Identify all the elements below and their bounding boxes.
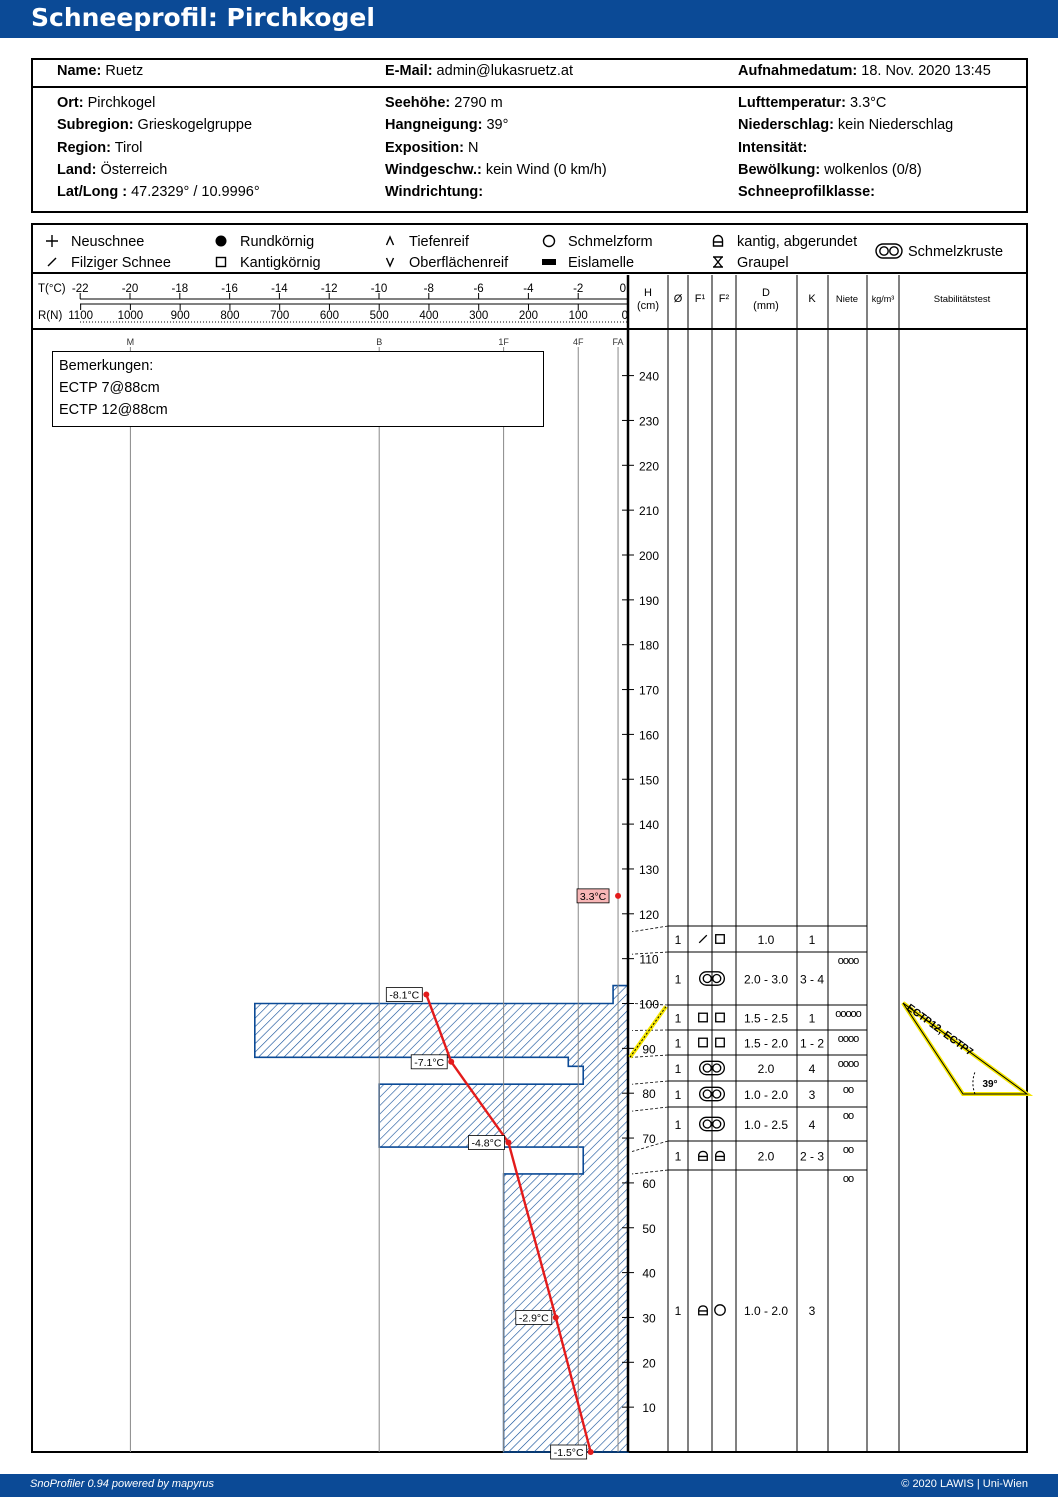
hardness-label-4F: 4F xyxy=(572,337,584,347)
info-col2-1-label: Hangneigung: xyxy=(385,117,483,134)
height-tick-label: 130 xyxy=(638,862,660,877)
info-col2-2-label: Exposition: xyxy=(385,139,464,156)
grain-plus-icon xyxy=(46,235,58,247)
info-col1-0-value: Pirchkogel xyxy=(83,95,156,111)
layer-connector xyxy=(632,926,668,932)
layer-row xyxy=(632,1004,867,1026)
height-tick-label: 60 xyxy=(642,1176,656,1191)
table-header-density: kg/m³ xyxy=(871,294,895,304)
hardness-label-M: M xyxy=(126,337,135,347)
height-tick-label: 190 xyxy=(638,593,660,608)
layer-d: 1.0 - 2.0 xyxy=(743,1304,789,1318)
layer-niete: oooo xyxy=(837,955,859,967)
grain-disc-icon xyxy=(216,236,227,247)
layer-d: 1.0 - 2.0 xyxy=(743,1088,789,1102)
layer-row xyxy=(632,1141,867,1164)
legend-label-rounded-angular: kantig, abgerundet xyxy=(737,234,858,250)
height-tick-label: 100 xyxy=(638,997,660,1012)
slope-angle-label: 39° xyxy=(982,1079,998,1090)
grain-melt-crust-icon-a xyxy=(703,975,711,983)
temperature-point xyxy=(588,1449,594,1455)
layer-connector xyxy=(632,1170,668,1174)
info-row1-1-label: E-Mail: xyxy=(385,63,433,79)
layer-k: 3 xyxy=(808,1304,816,1318)
table-header-f1: F¹ xyxy=(694,293,706,305)
info-col3-3-value: wolkenlos (0/8) xyxy=(820,161,922,178)
info-col2-3-label: Windgeschw.: xyxy=(385,161,482,178)
legend-item-disc xyxy=(216,234,315,250)
hardness-label-B: B xyxy=(376,337,383,347)
temp-tick-label: -16 xyxy=(221,283,238,295)
ram-tick-label: 900 xyxy=(170,310,190,322)
layer-d: 2.0 - 3.0 xyxy=(743,972,789,987)
grain-circle-icon xyxy=(544,236,555,247)
temperature-point xyxy=(553,1314,559,1320)
layer-o: 1 xyxy=(674,1062,682,1076)
temperature-point xyxy=(423,992,429,998)
remarks-line-1: ECTP 7@88cm xyxy=(59,380,160,396)
height-tick-label: 20 xyxy=(642,1356,656,1371)
legend-label-graupel: Graupel xyxy=(737,255,789,271)
ram-tick-label: 700 xyxy=(270,310,290,322)
layer-niete: oo xyxy=(842,1144,854,1156)
legend-label-caret: Tiefenreif xyxy=(409,234,469,250)
layer-niete: ooooo xyxy=(835,1008,861,1020)
height-tick-label: 160 xyxy=(638,728,660,743)
legend-label-circle: Schmelzform xyxy=(568,234,653,250)
height-tick-label: 10 xyxy=(642,1401,656,1416)
grain-square-icon xyxy=(699,1013,708,1022)
table-header-d: D xyxy=(762,287,770,299)
layer-d: 2.0 xyxy=(757,1149,775,1164)
layer-row xyxy=(632,926,867,947)
info-col1-3-label: Land: xyxy=(57,161,97,178)
footer-left: SnoProfiler 0.94 powered by mapyrus xyxy=(30,1478,215,1490)
height-tick-label: 140 xyxy=(638,818,660,833)
layer-o: 1 xyxy=(674,1304,682,1318)
table-header-f2: F² xyxy=(718,293,730,305)
temp-tick-label: -20 xyxy=(121,283,139,295)
info-col3-1-value: kein Niederschlag xyxy=(833,117,954,134)
grain-vee-icon xyxy=(387,258,394,266)
temp-tick-label: -18 xyxy=(171,283,189,295)
grain-square-icon xyxy=(716,935,725,944)
layer-o: 1 xyxy=(674,1036,682,1051)
info-row1-2-label: Aufnahmedatum: xyxy=(738,63,858,79)
height-tick-label: 70 xyxy=(642,1132,656,1147)
ram-tick-label: 200 xyxy=(518,310,539,322)
hardness-label-1F: 1F xyxy=(498,337,509,347)
layer-o: 1 xyxy=(674,972,682,987)
grain-caret-icon xyxy=(387,237,394,245)
legend-label-disc: Rundkörnig xyxy=(240,234,315,250)
table-header-h: H xyxy=(644,287,652,299)
grain-melt-crust-icon-b xyxy=(713,975,721,983)
remarks-title: Bemerkungen: xyxy=(59,358,154,374)
grain-square-icon xyxy=(699,1038,708,1047)
height-tick-label: 220 xyxy=(638,459,660,474)
stability-test-label: ECTP12, ECTP7 xyxy=(904,1001,976,1059)
height-tick-label: 230 xyxy=(638,414,660,429)
grain-bar-icon xyxy=(542,259,556,265)
legend-label-bar: Eislamelle xyxy=(568,255,635,271)
legend-item-slash xyxy=(48,255,171,271)
legend-item-circle xyxy=(544,234,653,250)
legend-label-plus: Neuschnee xyxy=(71,234,145,250)
temp-tick-label: -6 xyxy=(473,283,484,295)
layer-d: 1.0 xyxy=(757,933,775,947)
grain-melt-crust-icon-b xyxy=(713,1120,721,1128)
ram-axis-label: R(N) xyxy=(38,310,63,322)
ram-tick-label: 400 xyxy=(419,310,439,322)
height-tick-label: 110 xyxy=(639,952,659,967)
layer-niete: oo xyxy=(842,1110,854,1122)
remarks-line-2: ECTP 12@88cm xyxy=(59,402,168,418)
info-col3-2-label: Intensität: xyxy=(738,139,808,156)
grain-square-icon xyxy=(217,258,226,267)
layer-row xyxy=(632,1107,867,1132)
ram-tick-label: 100 xyxy=(568,310,588,322)
grain-melt-crust-icon-b xyxy=(713,1064,721,1072)
ram-tick-label: 300 xyxy=(469,310,489,322)
layer-k: 2 - 3 xyxy=(799,1149,825,1164)
height-tick-label: 40 xyxy=(642,1266,656,1281)
height-tick-label: 120 xyxy=(638,907,660,922)
info-row1-2-value: 18. Nov. 2020 13:45 xyxy=(857,63,991,79)
grain-melt-crust-icon-a xyxy=(703,1090,711,1098)
legend-label-melt-crust: Schmelzkruste xyxy=(908,244,1004,260)
table-header-o: Ø xyxy=(673,293,683,305)
info-col1-2-label: Region: xyxy=(57,139,111,156)
layer-row xyxy=(632,1055,867,1076)
info-col3-0-label: Lufttemperatur: xyxy=(738,95,846,111)
layer-niete: oo xyxy=(842,1173,854,1185)
temp-tick-label: 0 xyxy=(619,283,626,295)
legend-label-slash: Filziger Schnee xyxy=(71,255,171,271)
layer-k: 1 - 2 xyxy=(799,1036,825,1051)
layer-row xyxy=(632,1030,867,1051)
ram-tick-label: 600 xyxy=(319,310,340,322)
grain-rounded-angular-icon xyxy=(714,236,723,247)
grain-melt-crust-icon-a xyxy=(880,247,888,255)
layer-niete: oo xyxy=(842,1084,854,1096)
info-col1-4-value: 47.2329° / 10.9996° xyxy=(127,184,260,201)
layer-d: 1.5 - 2.0 xyxy=(743,1036,789,1051)
info-col3-3-label: Bewölkung: xyxy=(738,161,821,178)
grain-rounded-angular-icon xyxy=(716,1151,725,1160)
air-temperature-point xyxy=(615,893,621,899)
temp-tick-label: -14 xyxy=(271,283,288,295)
info-col2-0-value: 2790 m xyxy=(450,95,503,111)
layer-niete: oooo xyxy=(837,1058,859,1070)
layer-connector xyxy=(632,1081,668,1084)
grain-slash-icon xyxy=(699,935,707,943)
info-col2-4-label: Windrichtung: xyxy=(385,184,484,201)
layer-connector xyxy=(632,1107,668,1111)
ram-tick-label: 0 xyxy=(621,310,628,322)
info-row1-0-value: Ruetz xyxy=(101,63,144,79)
grain-slash-icon xyxy=(48,258,56,266)
height-tick-label: 90 xyxy=(642,1042,656,1057)
layer-o: 1 xyxy=(674,933,682,947)
height-tick-label: 50 xyxy=(642,1221,656,1236)
layer-row xyxy=(632,1170,867,1318)
temperature-label: -8.1°C xyxy=(389,989,420,1002)
layer-k: 4 xyxy=(808,1118,816,1132)
temp-tick-label: -12 xyxy=(320,283,338,295)
temperature-point xyxy=(505,1140,511,1146)
ram-tick-label: 500 xyxy=(369,310,389,322)
grain-melt-crust-icon-b xyxy=(890,247,898,255)
grain-melt-crust-icon-a xyxy=(703,1120,711,1128)
layer-d: 1.5 - 2.5 xyxy=(743,1011,789,1026)
info-col3-1-label: Niederschlag: xyxy=(738,117,834,134)
info-col3-0-value: 3.3°C xyxy=(845,95,887,111)
ram-tick-label: 800 xyxy=(220,310,240,322)
table-header-stab: Stabilitätstest xyxy=(933,294,991,305)
grain-melt-crust-icon-b xyxy=(713,1090,721,1098)
legend-item-caret xyxy=(387,234,470,250)
ram-tick-label: 1100 xyxy=(68,310,94,322)
info-col1-1-value: Grieskogelgruppe xyxy=(133,117,253,134)
table-header-niete: Niete xyxy=(835,294,859,305)
layer-o: 1 xyxy=(674,1011,682,1026)
info-col1-4-label: Lat/Long : xyxy=(57,184,128,201)
info-col2-2-value: N xyxy=(463,139,479,156)
legend-item-square xyxy=(217,255,321,271)
layer-k: 3 - 4 xyxy=(799,972,825,987)
hardness-label-FA: FA xyxy=(612,337,624,347)
info-col1-0-label: Ort: xyxy=(57,95,84,111)
ram-tick-label: 1000 xyxy=(117,310,144,322)
legend-item-vee xyxy=(387,255,510,271)
legend-item-plus xyxy=(46,234,144,250)
temp-tick-label: -4 xyxy=(523,283,534,295)
height-tick-label: 210 xyxy=(638,504,660,519)
grain-circle-icon xyxy=(715,1305,725,1315)
info-col1-2-value: Tirol xyxy=(110,139,143,156)
grain-square-icon xyxy=(716,1038,725,1047)
layer-o: 1 xyxy=(674,1088,682,1102)
legend-item-melt-crust xyxy=(876,244,1003,260)
layer-k: 1 xyxy=(808,933,816,947)
temp-axis-label: T(°C) xyxy=(38,283,66,295)
temperature-label: -2.9°C xyxy=(518,1312,549,1325)
info-col3-4-label: Schneeprofilklasse: xyxy=(738,184,875,201)
air-temperature-label: 3.3°C xyxy=(579,890,607,903)
info-row1-1-value: admin@lukasruetz.at xyxy=(432,63,573,79)
temp-tick-label: -10 xyxy=(370,283,388,295)
info-col2-3-value: kein Wind (0 km/h) xyxy=(481,161,607,178)
slope-angle-arc xyxy=(973,1072,975,1094)
temperature-label: -7.1°C xyxy=(414,1056,445,1069)
temperature-label: -4.8°C xyxy=(471,1137,502,1150)
layer-k: 4 xyxy=(808,1062,816,1076)
temp-tick-label: -22 xyxy=(71,283,89,295)
temp-tick-label: -8 xyxy=(423,283,434,295)
layer-d: 1.0 - 2.5 xyxy=(743,1118,789,1132)
layer-o: 1 xyxy=(674,1118,682,1132)
legend-item-rounded-angular xyxy=(714,234,858,250)
table-header-d_unit: (mm) xyxy=(753,300,779,312)
legend-item-graupel xyxy=(713,255,789,271)
grain-square-icon xyxy=(716,1013,725,1022)
legend-label-vee: Oberflächenreif xyxy=(409,255,509,271)
footer-bar xyxy=(0,1474,1058,1497)
info-col1-1-label: Subregion: xyxy=(57,117,134,134)
layer-niete: oooo xyxy=(837,1033,859,1045)
table-header-k: K xyxy=(808,293,816,305)
height-tick-label: 200 xyxy=(638,549,660,563)
page-title: Schneeprofil: Pirchkogel xyxy=(31,3,375,32)
layer-o: 1 xyxy=(674,1149,682,1164)
height-tick-label: 80 xyxy=(642,1087,656,1102)
grain-rounded-angular-icon xyxy=(699,1306,708,1315)
grain-melt-crust-icon-a xyxy=(703,1064,711,1072)
grain-rounded-angular-icon xyxy=(699,1151,708,1160)
layer-row xyxy=(632,952,867,987)
layer-d: 2.0 xyxy=(757,1062,775,1076)
height-tick-label: 180 xyxy=(638,638,660,653)
temperature-label: -1.5°C xyxy=(553,1447,584,1459)
layer-k: 3 xyxy=(808,1088,816,1102)
info-row1-0-label: Name: xyxy=(57,63,102,79)
legend-label-square: Kantigkörnig xyxy=(240,255,321,271)
remarks-box xyxy=(52,351,544,427)
height-tick-label: 30 xyxy=(642,1311,656,1326)
footer-right: © 2020 LAWIS | Uni-Wien xyxy=(901,1478,1028,1490)
temp-tick-label: -2 xyxy=(573,283,584,295)
legend-item-bar xyxy=(542,255,634,271)
layer-row xyxy=(632,1081,867,1102)
temperature-point xyxy=(448,1059,454,1065)
grain-graupel-icon xyxy=(713,257,723,267)
height-tick-label: 240 xyxy=(638,369,660,384)
table-header-h_unit: (cm) xyxy=(637,300,659,312)
height-tick-label: 150 xyxy=(638,773,660,788)
info-col2-1-value: 39° xyxy=(482,117,509,134)
info-col2-0-label: Seehöhe: xyxy=(385,95,451,111)
height-tick-label: 170 xyxy=(638,683,660,698)
info-col1-3-value: Österreich xyxy=(96,161,168,178)
layer-k: 1 xyxy=(808,1011,816,1026)
